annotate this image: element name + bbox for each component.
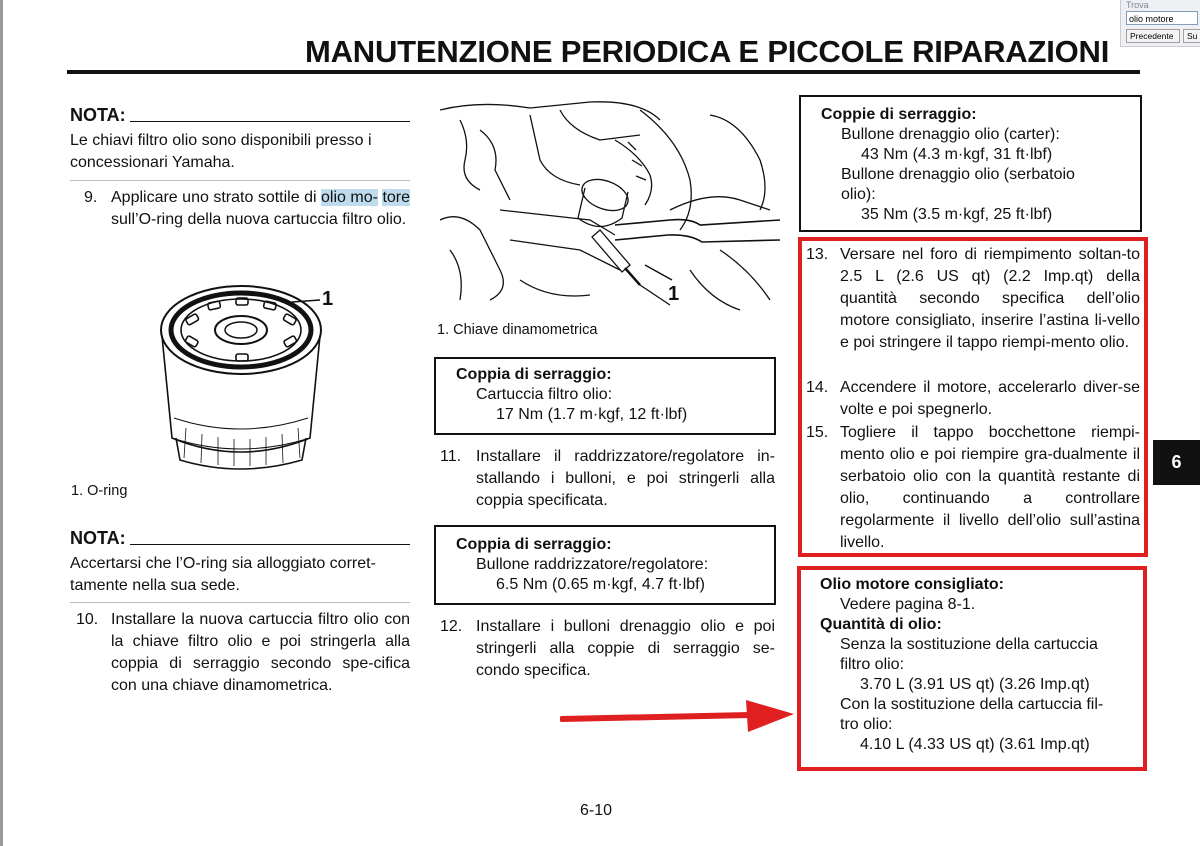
nota-2-heading: NOTA: bbox=[70, 527, 410, 549]
step-10-text: Installare la nuova cartuccia filtro olio con la chiave filtro olio e poi stringerla alla coppia di serraggio secondo spe-cifica con una chiave dinamometrica. bbox=[111, 611, 410, 694]
red-arrow-icon bbox=[560, 699, 796, 739]
step-11-number: 11. bbox=[440, 448, 462, 465]
step-9-number: 9. bbox=[84, 189, 98, 206]
nota-1 bbox=[70, 104, 410, 174]
oil-box-q2-cont: tro olio: bbox=[840, 716, 893, 733]
title-rule bbox=[67, 70, 1140, 74]
find-next-button[interactable]: Su bbox=[1183, 29, 1200, 43]
torque-box-3-item-2: Bullone drenaggio olio (serbatoio bbox=[841, 166, 1075, 183]
step-14-text: Accendere il motore, accelerarlo diver-se volte e poi spegnerlo. bbox=[840, 379, 1140, 418]
wrench-callout-number: 1 bbox=[668, 283, 680, 305]
step-14-number: 14. bbox=[806, 379, 829, 396]
torque-box-2-item: Bullone raddrizzatore/regolatore: bbox=[476, 556, 709, 573]
torque-box-2 bbox=[434, 525, 776, 605]
oil-filter-illustration bbox=[150, 278, 350, 478]
wrench-caption: 1. Chiave dinamometrica bbox=[437, 322, 598, 338]
oil-box-ref: Vedere pagina 8-1. bbox=[840, 596, 976, 613]
step-15-number: 15. bbox=[806, 424, 829, 441]
step-13-text: Versare nel foro di riempimento soltan-to 2.5 L (2.6 US qt) (2.2 Imp.qt) della quantità secondo specifica dell’olio motore consigliato, inserire l’astina li-vello e poi stringere il tappo riempi-mento olio. bbox=[840, 246, 1140, 351]
divider bbox=[70, 602, 410, 603]
step-9 bbox=[84, 187, 410, 231]
find-input[interactable]: olio motore bbox=[1126, 11, 1198, 25]
oil-box-q1: Senza la sostituzione della cartuccia bbox=[840, 636, 1098, 653]
page-number: 6-10 bbox=[580, 802, 613, 819]
torque-box-3-item-2-cont: olio): bbox=[841, 186, 876, 203]
nota-1-heading: NOTA: bbox=[70, 104, 410, 126]
torque-box-3 bbox=[799, 95, 1142, 232]
page-title: MANUTENZIONE PERIODICA E PICCOLE RIPARAZIONI bbox=[305, 34, 1110, 69]
step-9-text: Applicare uno strato sottile di olio mo- tore sull’O-ring della nuova cartuccia filtro olio. bbox=[111, 189, 411, 228]
filter-caption: 1. O-ring bbox=[71, 483, 128, 499]
step-10 bbox=[76, 609, 410, 697]
torque-box-3-item-1: Bullone drenaggio olio (carter): bbox=[841, 126, 1060, 143]
red-annotation-box-steps bbox=[798, 237, 1148, 557]
torque-box-3-value-2: 35 Nm (3.5 m·kgf, 25 ft·lbf) bbox=[861, 206, 1053, 223]
torque-box-2-value: 6.5 Nm (0.65 m·kgf, 4.7 ft·lbf) bbox=[496, 576, 705, 593]
torque-box-2-title: Coppia di serraggio: bbox=[456, 536, 612, 553]
step-12-number: 12. bbox=[440, 618, 463, 635]
find-title: Trova bbox=[1126, 0, 1149, 10]
torque-box-1-item: Cartuccia filtro olio: bbox=[476, 386, 613, 403]
search-highlight: olio mo- bbox=[321, 189, 378, 206]
oil-box-q1-cont: filtro olio: bbox=[840, 656, 905, 673]
step-12 bbox=[440, 616, 775, 682]
step-11 bbox=[440, 446, 775, 512]
search-highlight: tore bbox=[382, 189, 411, 206]
nota-2-line-2: tamente nella sua sede. bbox=[70, 577, 240, 594]
step-15-text: Togliere il tappo bocchettone riempi-mento olio e poi riempire gra-dualmente il serbatoio olio con la quantità restante di olio, continuando a controllare regolarmente il livello dell’olio sull’astina livello. bbox=[840, 424, 1140, 551]
filter-callout-number: 1 bbox=[322, 288, 334, 310]
nota-1-line-1: Le chiavi filtro olio sono disponibili presso i bbox=[70, 132, 372, 149]
nota-2-line-1: Accertarsi che l’O-ring sia alloggiato corret- bbox=[70, 555, 376, 572]
find-toolbar bbox=[1120, 0, 1200, 47]
oil-box-v2: 4.10 L (4.33 US qt) (3.61 Imp.qt) bbox=[860, 736, 1090, 753]
oil-box-title-1: Olio motore consigliato: bbox=[820, 576, 1005, 593]
oil-box-q2: Con la sostituzione della cartuccia fil- bbox=[840, 696, 1104, 713]
oil-box-v1: 3.70 L (3.91 US qt) (3.26 Imp.qt) bbox=[860, 676, 1090, 693]
divider bbox=[70, 180, 410, 181]
step-10-number: 10. bbox=[76, 611, 99, 628]
step-11-text: Installare il raddrizzatore/regolatore in-stallando i bulloni, e poi stringerli alla coppia specificata. bbox=[476, 448, 775, 509]
torque-box-3-value-1: 43 Nm (4.3 m·kgf, 31 ft·lbf) bbox=[861, 146, 1053, 163]
chapter-tab: 6 bbox=[1153, 440, 1200, 485]
page-left-edge bbox=[0, 0, 3, 846]
nota-1-line-2: concessionari Yamaha. bbox=[70, 154, 235, 171]
step-12-text: Installare i bulloni drenaggio olio e poi stringerli alla coppie di serraggio se-condo specifica. bbox=[476, 618, 775, 679]
step-13-number: 13. bbox=[806, 246, 829, 263]
find-previous-button[interactable]: Precedente bbox=[1126, 29, 1180, 43]
torque-wrench-illustration bbox=[440, 100, 780, 315]
nota-2 bbox=[70, 527, 410, 597]
torque-box-1 bbox=[434, 357, 776, 435]
red-annotation-box-oil bbox=[797, 566, 1147, 771]
torque-box-1-title: Coppia di serraggio: bbox=[456, 366, 612, 383]
torque-box-3-title: Coppie di serraggio: bbox=[821, 106, 977, 123]
oil-box-title-2: Quantità di olio: bbox=[820, 616, 942, 633]
torque-box-1-value: 17 Nm (1.7 m·kgf, 12 ft·lbf) bbox=[496, 406, 688, 423]
